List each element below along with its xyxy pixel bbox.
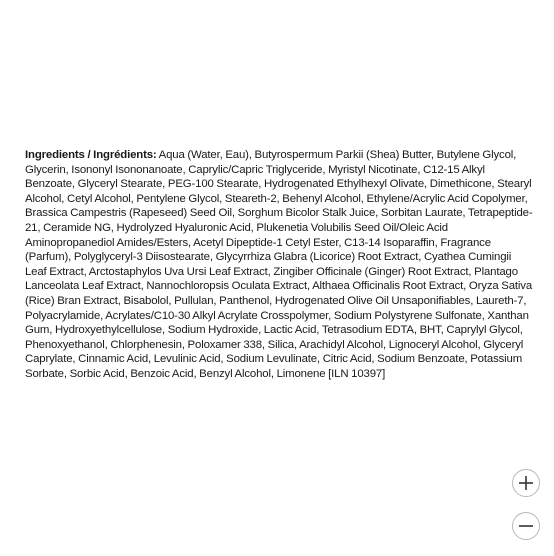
- ingredients-heading: Ingredients / Ingrédients:: [25, 149, 157, 161]
- ingredients-text: Aqua (Water, Eau), Butyrospermum Parkii (Shea) Butter, Butylene Glycol, Glycerin, Isononyl Isononanoate, Caprylic/Capric Triglyceride, Myristyl Nicotinate, C12-15 Alkyl Benzoate, Glyceryl Stearate, PEG-100 Stearate, Hydrogenated Ethylhexyl Olivate, Dimethicone, Stearyl Alcohol, Cetyl Alcohol, Pentylene Glycol, Steareth-2, Behenyl Alcohol, Ethylene/Acrylic Acid Copolymer, Brassica Campestris (Rapeseed) Seed Oil, Sorghum Bicolor Stalk Juice, Sorbitan Laurate, Tetrapeptide-21, Ceramide NG, Hydrolyzed Hyaluronic Acid, Plukenetia Volubilis Seed Oil/Oleic Acid Aminopropanediol Amides/Esters, Acetyl Dipeptide-1 Cetyl Ester, C13-14 Isoparaffin, Fragrance (Parfum), Polyglyceryl-3 Diisostearate, Glycyrrhiza Glabra (Licorice) Root Extract, Cyathea Cumingii Leaf Extract, Arctostaphylos Uva Ursi Leaf Extract, Zingiber Officinale (Ginger) Root Extract, Plantago Lanceolata Leaf Extract, Nannochloropsis Oculata Extract, Althaea Officinalis Root Extract, Oryza Sativa (Rice) Bran Extract, Bisabolol, Pullulan, Panthenol, Hydrogenated Olive Oil Unsaponifiables, Laureth-7, Polyacrylamide, Acrylates/C10-30 Alkyl Acrylate Crosspolymer, Sodium Polystyrene Sulfonate, Xanthan Gum, Hydroxyethylcellulose, Sodium Hydroxide, Lactic Acid, Tetrasodium EDTA, BHT, Caprylyl Glycol, Phenoxyethanol, Chlorphenesin, Poloxamer 338, Silica, Arachidyl Alcohol, Lignoceryl Alcohol, Glyceryl Caprylate, Cinnamic Acid, Levulinic Acid, Sodium Levulinate, Citric Acid, Sodium Benzoate, Potassium Sorbate, Sorbic Acid, Benzoic Acid, Benzyl Alcohol, Limonene [ILN 10397]: [25, 149, 533, 380]
- zoom-in-button[interactable]: [512, 469, 540, 497]
- ingredients-list: [25, 148, 533, 382]
- zoom-out-button[interactable]: [512, 512, 540, 540]
- plus-icon: [518, 475, 534, 491]
- minus-icon: [518, 518, 534, 534]
